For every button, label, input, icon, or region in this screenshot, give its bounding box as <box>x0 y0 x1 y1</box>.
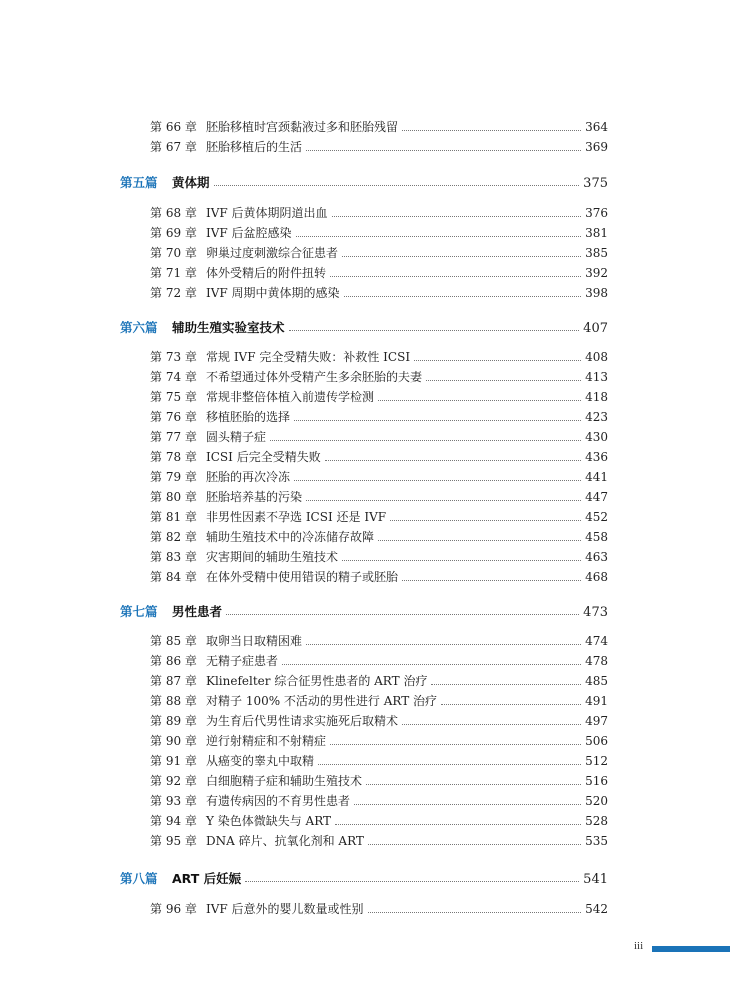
chapter-number: 第 91 章 <box>150 754 197 768</box>
chapter-title: 无精子症患者 <box>206 654 279 668</box>
dot-leader <box>282 663 581 665</box>
chapter-title: 移植胚胎的选择 <box>206 410 291 424</box>
part-number: 第六篇 <box>120 320 158 335</box>
chapter-title: 胚胎的再次冷冻 <box>206 470 291 484</box>
chapter-title: 常规非整倍体植入前遗传学检测 <box>206 390 375 404</box>
page-number: 452 <box>585 510 608 524</box>
page-number: 541 <box>583 872 608 887</box>
toc-entry[interactable] <box>150 428 608 445</box>
chapter-number: 第 84 章 <box>150 570 197 584</box>
chapter-number: 第 82 章 <box>150 530 197 544</box>
dot-leader <box>366 783 581 785</box>
chapter-number: 第 66 章 <box>150 120 197 134</box>
dot-leader <box>330 743 581 745</box>
page-number: 478 <box>585 654 608 668</box>
chapter-number: 第 92 章 <box>150 774 197 788</box>
chapter-number: 第 69 章 <box>150 226 197 240</box>
toc-entry[interactable] <box>150 652 608 669</box>
toc-part-heading[interactable] <box>120 318 608 336</box>
dot-leader <box>342 255 581 257</box>
toc-entry[interactable] <box>150 812 608 829</box>
chapter-title: 在体外受精中使用错误的精子或胚胎 <box>206 570 399 584</box>
part-number: 第七篇 <box>120 604 158 619</box>
toc-part-heading[interactable] <box>120 602 608 620</box>
toc-part-heading[interactable] <box>120 869 608 887</box>
dot-leader <box>342 559 581 561</box>
chapter-title: 卵巢过度刺激综合征患者 <box>206 246 339 260</box>
page-number: 436 <box>585 450 608 464</box>
dot-leader <box>344 295 582 297</box>
dot-leader <box>306 149 581 151</box>
toc-entry[interactable] <box>150 632 608 649</box>
chapter-number: 第 70 章 <box>150 246 197 260</box>
dot-leader <box>378 539 581 541</box>
chapter-title: 常规 IVF 完全受精失败：补救性 ICSI <box>206 350 411 364</box>
chapter-number: 第 94 章 <box>150 814 197 828</box>
toc-entry[interactable] <box>150 732 608 749</box>
chapter-title: 胚胎移植时宫颈黏液过多和胚胎残留 <box>206 120 399 134</box>
dot-leader <box>294 479 581 481</box>
toc-entry[interactable] <box>150 368 608 385</box>
dot-leader <box>270 439 581 441</box>
page-number: 398 <box>585 286 608 300</box>
toc-entry[interactable] <box>150 792 608 809</box>
toc-entry[interactable] <box>150 528 608 545</box>
chapter-title: DNA 碎片、抗氧化剂和 ART <box>206 834 364 848</box>
chapter-number: 第 72 章 <box>150 286 197 300</box>
chapter-title: Klinefelter 综合征男性患者的 ART 治疗 <box>206 674 428 688</box>
chapter-title: 为生育后代男性请求实施死后取精术 <box>206 714 399 728</box>
toc-entry[interactable] <box>150 548 608 565</box>
dot-leader <box>441 703 581 705</box>
chapter-title: 灾害期间的辅助生殖技术 <box>206 550 339 564</box>
chapter-number: 第 88 章 <box>150 694 197 708</box>
page-number: 413 <box>585 370 608 384</box>
chapter-title: IVF 后意外的婴儿数量或性别 <box>206 902 364 916</box>
page-number: 497 <box>585 714 608 728</box>
chapter-number: 第 85 章 <box>150 634 197 648</box>
chapter-title: 非男性因素不孕选 ICSI 还是 IVF <box>206 510 387 524</box>
chapter-title: IVF 周期中黄体期的感染 <box>206 286 340 300</box>
page-number: 376 <box>585 206 608 220</box>
toc-entry[interactable] <box>150 224 608 241</box>
chapter-number: 第 78 章 <box>150 450 197 464</box>
chapter-number: 第 71 章 <box>150 266 197 280</box>
chapter-number: 第 74 章 <box>150 370 197 384</box>
chapter-number: 第 76 章 <box>150 410 197 424</box>
page-number: 520 <box>585 794 608 808</box>
chapter-title: 逆行射精症和不射精症 <box>206 734 327 748</box>
page-number: 535 <box>585 834 608 848</box>
chapter-title: 胚胎培养基的污染 <box>206 490 303 504</box>
page-number: 463 <box>585 550 608 564</box>
page-number: 364 <box>585 120 608 134</box>
chapter-title: 辅助生殖技术中的冷冻储存故障 <box>206 530 375 544</box>
chapter-number: 第 75 章 <box>150 390 197 404</box>
toc-entry[interactable] <box>150 832 608 849</box>
chapter-number: 第 83 章 <box>150 550 197 564</box>
chapter-number: 第 73 章 <box>150 350 197 364</box>
dot-leader <box>325 459 581 461</box>
dot-leader <box>390 519 581 521</box>
footer-accent-bar <box>652 946 730 952</box>
toc-entry[interactable] <box>150 244 608 261</box>
page-number: 468 <box>585 570 608 584</box>
page-number: 418 <box>585 390 608 404</box>
chapter-number: 第 95 章 <box>150 834 197 848</box>
dot-leader <box>368 843 581 845</box>
page-number: 441 <box>585 470 608 484</box>
chapter-title: IVF 后黄体期阴道出血 <box>206 206 328 220</box>
dot-leader <box>318 763 581 765</box>
toc-entry[interactable] <box>150 672 608 689</box>
toc-entry[interactable] <box>150 752 608 769</box>
dot-leader <box>332 215 582 217</box>
dot-leader <box>402 129 581 131</box>
chapter-number: 第 79 章 <box>150 470 197 484</box>
toc-part-heading[interactable] <box>120 173 608 191</box>
chapter-title: 有遗传病因的不育男性患者 <box>206 794 351 808</box>
part-number: 第五篇 <box>120 175 158 190</box>
chapter-number: 第 81 章 <box>150 510 197 524</box>
dot-leader <box>214 184 580 186</box>
part-title: 男性患者 <box>172 604 223 619</box>
chapter-number: 第 68 章 <box>150 206 197 220</box>
toc-entry[interactable] <box>150 468 608 485</box>
dot-leader <box>330 275 581 277</box>
page-number: 375 <box>583 176 608 191</box>
toc-entry[interactable] <box>150 264 608 281</box>
page-number: 542 <box>585 902 608 916</box>
dot-leader <box>402 723 581 725</box>
chapter-title: 不希望通过体外受精产生多余胚胎的夫妻 <box>206 370 423 384</box>
dot-leader <box>306 643 581 645</box>
dot-leader <box>431 683 581 685</box>
chapter-number: 第 87 章 <box>150 674 197 688</box>
toc-entry[interactable] <box>150 900 608 917</box>
page-number: 392 <box>585 266 608 280</box>
toc-entry[interactable] <box>150 118 608 135</box>
chapter-title: 圆头精子症 <box>206 430 267 444</box>
dot-leader <box>426 379 581 381</box>
chapter-title: 取卵当日取精困难 <box>206 634 303 648</box>
toc-entry[interactable] <box>150 772 608 789</box>
toc-entry[interactable] <box>150 138 608 155</box>
chapter-title: ICSI 后完全受精失败 <box>206 450 321 464</box>
page-number: 491 <box>585 694 608 708</box>
toc-entry[interactable] <box>150 692 608 709</box>
toc-entry[interactable] <box>150 388 608 405</box>
chapter-number: 第 96 章 <box>150 902 197 916</box>
page-number: 408 <box>585 350 608 364</box>
toc-entry[interactable] <box>150 408 608 425</box>
toc-entry[interactable] <box>150 488 608 505</box>
chapter-title: 白细胞精子症和辅助生殖技术 <box>206 774 363 788</box>
page-number: 528 <box>585 814 608 828</box>
toc-entry[interactable] <box>150 568 608 585</box>
dot-leader <box>378 399 581 401</box>
page-number: 512 <box>585 754 608 768</box>
chapter-number: 第 80 章 <box>150 490 197 504</box>
dot-leader <box>296 235 582 237</box>
toc-entry[interactable] <box>150 204 608 221</box>
page-number: 458 <box>585 530 608 544</box>
part-number: 第八篇 <box>120 871 158 886</box>
chapter-title: Y 染色体微缺失与 ART <box>206 814 332 828</box>
chapter-title: 体外受精后的附件扭转 <box>206 266 327 280</box>
dot-leader <box>294 419 581 421</box>
dot-leader <box>226 613 579 615</box>
page-number: 473 <box>583 605 608 620</box>
chapter-title: IVF 后盆腔感染 <box>206 226 292 240</box>
page-number: 447 <box>585 490 608 504</box>
folio-page-number: iii <box>634 940 644 952</box>
page-number: 430 <box>585 430 608 444</box>
part-title: 黄体期 <box>172 175 210 190</box>
page-number: 474 <box>585 634 608 648</box>
dot-leader <box>306 499 581 501</box>
page-number: 423 <box>585 410 608 424</box>
toc-entry[interactable] <box>150 348 608 365</box>
chapter-number: 第 86 章 <box>150 654 197 668</box>
part-title: ART 后妊娠 <box>172 871 242 886</box>
toc-entry[interactable] <box>150 712 608 729</box>
toc-entry[interactable] <box>150 284 608 301</box>
page-number: 369 <box>585 140 608 154</box>
chapter-number: 第 90 章 <box>150 734 197 748</box>
dot-leader <box>414 359 581 361</box>
dot-leader <box>354 803 581 805</box>
toc-entry[interactable] <box>150 448 608 465</box>
chapter-title: 从癌变的睾丸中取精 <box>206 754 315 768</box>
chapter-number: 第 93 章 <box>150 794 197 808</box>
dot-leader <box>368 911 582 913</box>
page-number: 385 <box>585 246 608 260</box>
dot-leader <box>289 329 580 331</box>
chapter-number: 第 67 章 <box>150 140 197 154</box>
chapter-number: 第 77 章 <box>150 430 197 444</box>
dot-leader <box>402 579 581 581</box>
chapter-number: 第 89 章 <box>150 714 197 728</box>
page-number: 506 <box>585 734 608 748</box>
page-number: 516 <box>585 774 608 788</box>
toc-entry[interactable] <box>150 508 608 525</box>
dot-leader <box>335 823 581 825</box>
page-number: 485 <box>585 674 608 688</box>
page-number: 407 <box>583 321 608 336</box>
chapter-title: 胚胎移植后的生活 <box>206 140 303 154</box>
dot-leader <box>245 880 579 882</box>
page-number: 381 <box>585 226 608 240</box>
part-title: 辅助生殖实验室技术 <box>172 320 285 335</box>
chapter-title: 对精子 100% 不活动的男性进行 ART 治疗 <box>206 694 438 708</box>
